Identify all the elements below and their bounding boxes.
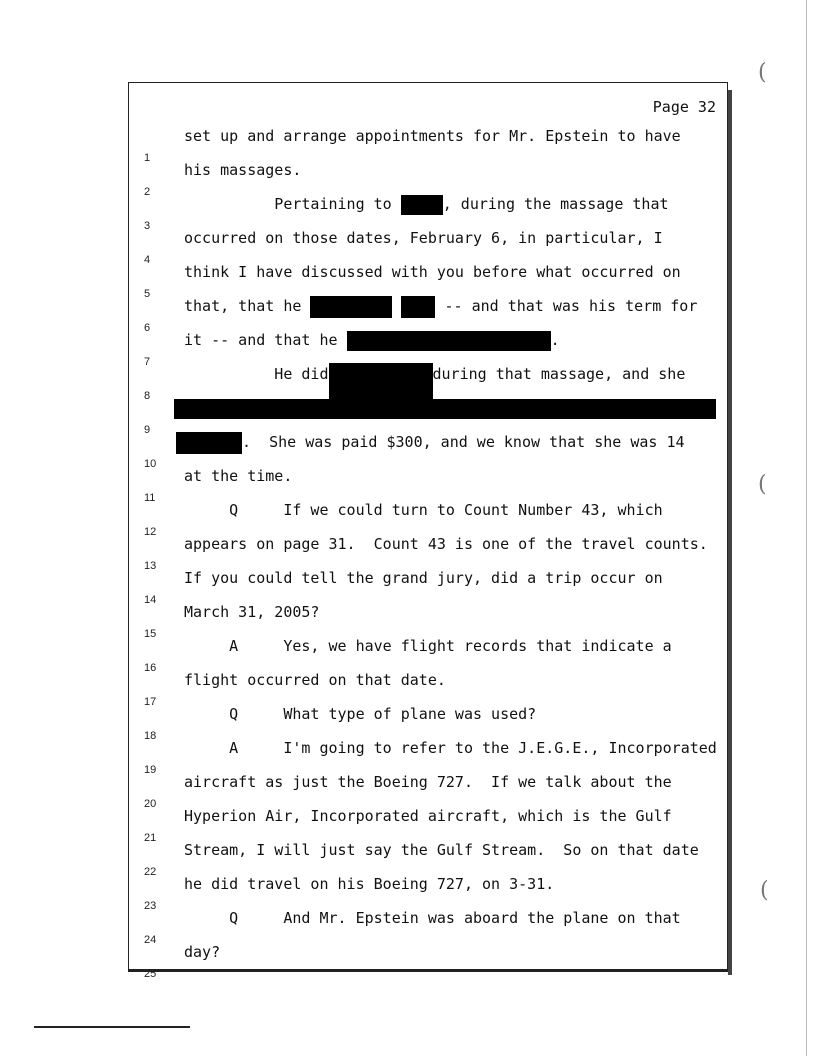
line-text: day? (184, 943, 221, 961)
transcript-line (132, 771, 722, 810)
redaction-box (401, 296, 435, 318)
transcript-line (132, 431, 722, 470)
transcript-line (132, 363, 722, 402)
line-number: 11 (144, 492, 156, 504)
transcript-line (132, 227, 722, 266)
transcript-line (132, 499, 722, 538)
redaction-box-full-line (174, 399, 716, 419)
redaction-box (401, 195, 443, 215)
transcript-line (132, 941, 722, 980)
transcript-line (132, 635, 722, 674)
line-text-start: it -- and that he (184, 331, 347, 349)
transcript-line (132, 329, 722, 368)
line-number: 5 (144, 288, 151, 300)
line-text (184, 193, 669, 215)
line-number: 25 (144, 968, 157, 980)
line-number: 2 (144, 186, 151, 198)
line-number: 16 (144, 662, 157, 674)
transcript-line (132, 465, 722, 504)
redaction-box (310, 296, 392, 318)
line-text: he did travel on his Boeing 727, on 3-31. (184, 875, 555, 893)
line-number: 18 (144, 730, 157, 742)
line-number: 1 (144, 152, 151, 164)
line-text (184, 329, 560, 351)
punch-hole-mark: ( (760, 878, 769, 903)
transcript-line (132, 261, 722, 300)
transcript-line (132, 703, 722, 742)
page-number: Page 32 (652, 98, 716, 116)
line-text: Stream, I will just say the Gulf Stream. So on that date (184, 841, 699, 859)
line-number: 7 (144, 356, 151, 368)
line-text: March 31, 2005? (184, 603, 320, 621)
line-number: 24 (144, 934, 157, 946)
transcript-line (132, 907, 722, 946)
transcript-line (132, 533, 722, 572)
line-number: 20 (144, 798, 157, 810)
line-number: 6 (144, 322, 151, 334)
punch-hole-mark: ( (758, 60, 767, 85)
line-text (176, 431, 685, 454)
line-number: 12 (144, 526, 157, 538)
line-text: Q If we could turn to Count Number 43, which (184, 501, 663, 519)
line-text: If you could tell the grand jury, did a trip occur on (184, 569, 663, 587)
transcript-line (132, 601, 722, 640)
line-text: A Yes, we have flight records that indicate a (184, 637, 672, 655)
transcript-line (132, 669, 722, 708)
redaction-box (347, 331, 551, 351)
line-text: think I have discussed with you before what occurred on (184, 263, 681, 281)
line-text-end: , during the massage that (442, 195, 669, 213)
transcript-line (132, 397, 722, 436)
line-text: at the time. (184, 467, 293, 485)
page-edge (806, 0, 807, 1056)
transcript-line (132, 737, 722, 776)
redaction-box (176, 432, 242, 454)
transcript-line (132, 125, 722, 164)
line-number: 4 (144, 254, 151, 266)
footer-rule (34, 1026, 190, 1028)
punch-hole-mark: ( (758, 472, 767, 497)
line-text (184, 363, 685, 399)
line-number: 15 (144, 628, 157, 640)
transcript-line (132, 873, 722, 912)
transcript-line (132, 567, 722, 606)
line-number: 13 (144, 560, 157, 572)
line-number: 19 (144, 764, 157, 776)
line-text-start: Pertaining to (184, 195, 401, 213)
line-text: Q What type of plane was used? (184, 705, 537, 723)
line-number: 22 (144, 866, 157, 878)
frame-shadow (728, 90, 732, 975)
transcript-line (132, 159, 722, 198)
line-text: aircraft as just the Boeing 727. If we talk about the (184, 773, 672, 791)
line-text-start: that, that he (184, 297, 311, 315)
line-text: his massages. (184, 161, 302, 179)
transcript-line (132, 295, 722, 334)
line-text-end: during that massage, and she (432, 365, 686, 383)
line-text: occurred on those dates, February 6, in particular, I (184, 229, 663, 247)
transcript-line (132, 805, 722, 844)
line-text: Q And Mr. Epstein was aboard the plane on that (184, 909, 681, 927)
line-text-end: . She was paid $300, and we know that she was 14 (242, 433, 685, 451)
line-text (184, 295, 697, 318)
line-text: A I'm going to refer to the J.E.G.E., Incorporated (184, 739, 717, 757)
line-number: 10 (144, 458, 157, 470)
line-number: 21 (144, 832, 157, 844)
transcript-line (132, 193, 722, 232)
line-number: 9 (144, 424, 151, 436)
line-text-start: He did (184, 365, 329, 383)
line-text-end: -- and that was his term for (435, 297, 698, 315)
redaction-box (329, 363, 433, 399)
line-text: set up and arrange appointments for Mr. Epstein to have (184, 127, 681, 145)
line-number: 8 (144, 390, 151, 402)
line-text-end: . (550, 331, 560, 349)
line-text: flight occurred on that date. (184, 671, 446, 689)
line-number: 14 (144, 594, 157, 606)
line-number: 23 (144, 900, 157, 912)
line-text: appears on page 31. Count 43 is one of the travel counts. (184, 535, 708, 553)
line-number: 3 (144, 220, 151, 232)
transcript-line (132, 839, 722, 878)
line-number: 17 (144, 696, 157, 708)
line-text: Hyperion Air, Incorporated aircraft, which is the Gulf (184, 807, 672, 825)
